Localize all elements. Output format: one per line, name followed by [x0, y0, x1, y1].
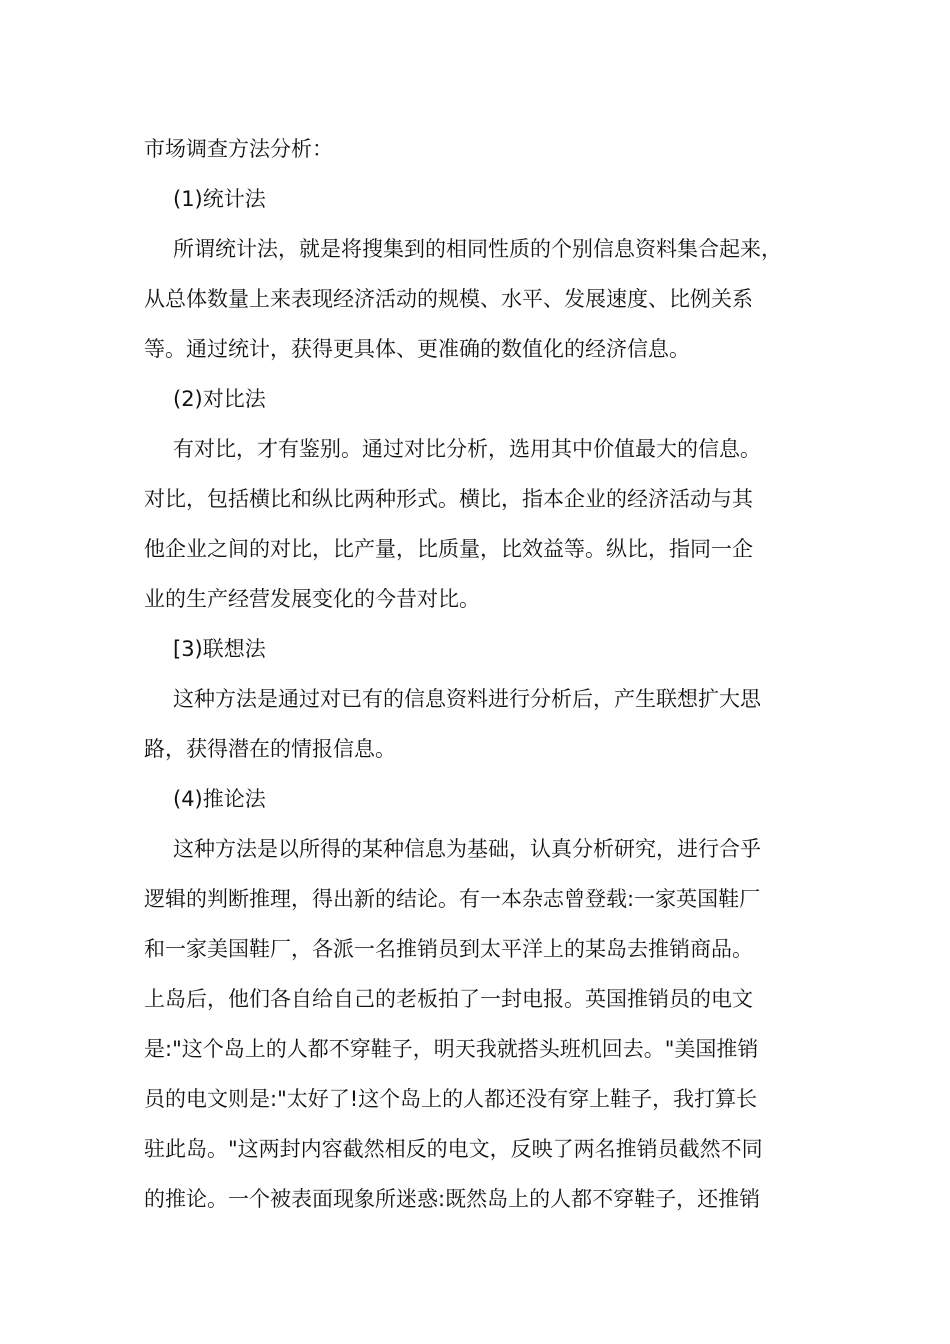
- subheading-association: [3)联想法: [173, 637, 266, 661]
- paragraph-line: 员的电文则是:"太好了!这个岛上的人都还没有穿上鞋子，我打算长: [144, 1087, 758, 1111]
- subheading-comparison: (2)对比法: [173, 387, 266, 411]
- paragraph-line: 从总体数量上来表现经济活动的规模、水平、发展速度、比例关系: [144, 287, 753, 311]
- paragraph-line: 对比，包括横比和纵比两种形式。横比，指本企业的经济活动与其: [144, 487, 753, 511]
- paragraph-line: 有对比，才有鉴别。通过对比分析，选用其中价值最大的信息。: [173, 437, 761, 461]
- subheading-statistics: (1)统计法: [173, 187, 266, 211]
- section-title: 市场调查方法分析：: [144, 137, 333, 161]
- paragraph-line: 驻此岛。"这两封内容截然相反的电文，反映了两名推销员截然不同: [144, 1137, 763, 1161]
- paragraph-line: 业的生产经营发展变化的今昔对比。: [144, 587, 480, 611]
- paragraph-line: 所谓统计法，就是将搜集到的相同性质的个别信息资料集合起来，: [173, 237, 782, 261]
- paragraph-line: 逻辑的判断推理，得出新的结论。有一本杂志曾登载:一家英国鞋厂: [144, 887, 761, 911]
- paragraph-line: 这种方法是通过对已有的信息资料进行分析后，产生联想扩大思: [173, 687, 761, 711]
- paragraph-line: 是:"这个岛上的人都不穿鞋子，明天我就搭头班机回去。"美国推销: [144, 1037, 759, 1061]
- paragraph-line: 等。通过统计，获得更具体、更准确的数值化的经济信息。: [144, 337, 690, 361]
- paragraph-line: 和一家美国鞋厂，各派一名推销员到太平洋上的某岛去推销商品。: [144, 937, 753, 961]
- subheading-inference: (4)推论法: [173, 787, 266, 811]
- paragraph-line: 的推论。一个被表面现象所迷惑:既然岛上的人都不穿鞋子，还推销: [144, 1187, 761, 1211]
- document-body: [144, 124, 834, 1224]
- paragraph-line: 路，获得潜在的情报信息。: [144, 737, 396, 761]
- paragraph-line: 他企业之间的对比，比产量，比质量，比效益等。纵比，指同一企: [144, 537, 753, 561]
- paragraph-line: 上岛后，他们各自给自己的老板拍了一封电报。英国推销员的电文: [144, 987, 753, 1011]
- paragraph-line: 这种方法是以所得的某种信息为基础，认真分析研究，进行合乎: [173, 837, 761, 861]
